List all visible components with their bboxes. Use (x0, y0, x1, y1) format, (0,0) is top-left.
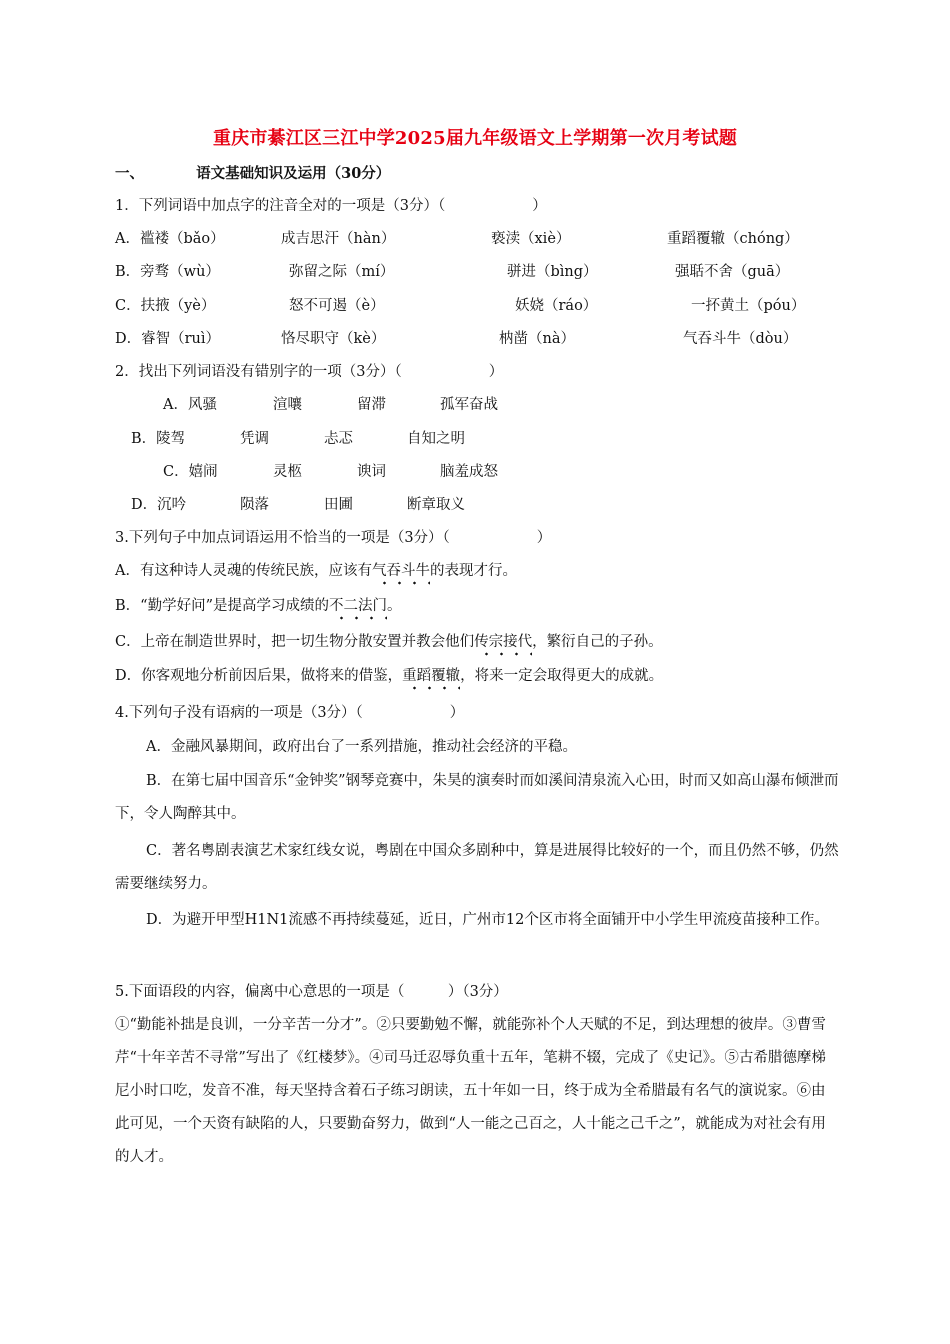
q2-b-1: B．陵驾 (131, 431, 186, 447)
q3-c-text: C．上帝在制造世界时，把一切生物分散安置并教会他们 (115, 634, 475, 650)
q1-d-1: D．睿智（ruì） (115, 331, 221, 347)
q1-b-1: B．旁骛（wù） (115, 264, 220, 280)
q3-a-text: A．有这种诗人灵魂的传统民族，应该有 (115, 563, 372, 579)
q2-b-2: 凭调 (240, 431, 269, 447)
q1-a-1: A．褴褛（bǎo） (115, 231, 225, 247)
q5-stem: 5.下面语段的内容，偏离中心意思的一项是（ ）（3分） (115, 984, 508, 1000)
q2-a-4: 孤军奋战 (440, 397, 498, 413)
section-heading (115, 164, 390, 184)
q4-option-d: D．为避开甲型H1N1流感不再持续蔓延，近日，广州市12个区市将全面铺开中小学生甲流疫苗接种工作。 (146, 912, 829, 928)
q1-a-4: 重蹈覆辙（chóng） (667, 231, 799, 247)
q1-a-2: 成吉思汗（hàn） (281, 231, 396, 247)
q1-a-3: 亵渎（xiè） (491, 231, 571, 247)
q2-d-4: 断章取义 (407, 497, 465, 513)
q3-a-dotted: 气吞斗牛 (372, 561, 430, 585)
q3-b-dotted: 不二法门 (329, 596, 387, 620)
q1-c-2: 怒不可遏（è） (289, 298, 385, 314)
q1-c-1: C．扶掖（yè） (115, 298, 216, 314)
q3-option-b (115, 596, 401, 620)
section-number: 一、 (115, 165, 144, 182)
q4-option-b: B．在第七届中国音乐“金钟奖”钢琴竞赛中，朱昊的演奏时而如溪间清泉流入心田，时而又如高山瀑布倾泄而下，令人陶醉其中。 (115, 773, 839, 822)
q2-c-2: 灵柩 (273, 464, 302, 480)
q1-c-3: 妖娆（ráo） (515, 298, 598, 314)
q4-option-a: A．金融风暴期间，政府出台了一系列措施，推动社会经济的平稳。 (146, 739, 577, 755)
q4-stem: 4.下列句子没有语病的一项是（3分）（ ） (115, 705, 465, 721)
q3-b-text-end: 。 (386, 598, 402, 614)
q5-passage: ①“勤能补拙是良训，一分辛苦一分才”。②只要勤勉不懈，就能弥补个人天赋的不足，到达理想的彼岸。③曹雪芹“十年辛苦不寻常”写出了《红楼梦》。④司马迁忍辱负重十五年，笔耕不辍，完成了《史记》。⑤古希腊德摩梯尼小时口吃，发音不准，每天坚持含着石子练习朗读，五十年如一日，终于成为全希腊最有名气的演说家。⑥由此可见，一个天资有缺陷的人，只要勤奋努力，做到“人一能之己百之，人十能之己千之”，就能成为对社会有用的人才。 (115, 1017, 826, 1165)
q3-option-d (115, 666, 663, 690)
q3-d-text-end: ，将来一定会取得更大的成就。 (460, 668, 664, 684)
q4-option-c: C．著名粤剧表演艺术家红线女说，粤剧在中国众多剧种中，算是进展得比较好的一个，而且仍然不够，仍然需要继续努力。 (115, 843, 839, 892)
q1-b-3: 骈进（bìng） (507, 264, 598, 280)
q1-stem: 1．下列词语中加点字的注音全对的一项是（3分）（ ） (115, 198, 547, 214)
q2-b-4: 自知之明 (407, 431, 465, 447)
q2-a-3: 留滞 (357, 397, 386, 413)
q2-d-1: D．沉吟 (131, 497, 187, 513)
q1-d-3: 枘凿（nà） (499, 331, 575, 347)
section-title: 语文基础知识及运用（30分） (196, 165, 391, 182)
q3-b-text: B．“勤学好问”是提高学习成绩的 (115, 598, 329, 614)
q3-d-dotted: 重蹈覆辙 (402, 666, 460, 690)
q1-c-4: 一抔黄土（póu） (691, 298, 806, 314)
q2-stem: 2．找出下列词语没有错别字的一项（3分）（ ） (115, 364, 504, 380)
q2-a-1: A．风骚 (163, 397, 217, 413)
q3-a-text-end: 的表现才行。 (429, 563, 517, 579)
q3-c-text-end: ，繁衍自己的子孙。 (532, 634, 663, 650)
q3-d-text: D．你客观地分析前因后果，做将来的借鉴， (115, 668, 403, 684)
q3-c-dotted: 传宗接代 (474, 632, 532, 656)
q2-d-3: 田圃 (324, 497, 353, 513)
q2-b-3: 忐忑 (324, 431, 353, 447)
q1-d-2: 恪尽职守（kè） (281, 331, 386, 347)
exam-title: 重庆市綦江区三江中学2025届九年级语文上学期第一次月考试题 (212, 128, 738, 149)
q1-b-4: 强聒不舍（guā） (675, 264, 790, 280)
q2-d-2: 陨落 (240, 497, 269, 513)
q2-a-2: 渲嚷 (273, 397, 302, 413)
q1-d-4: 气吞斗牛（dòu） (683, 331, 798, 347)
q3-option-c (115, 632, 663, 656)
q3-stem: 3.下列句子中加点词语运用不恰当的一项是（3分）（ ） (115, 530, 552, 546)
q2-c-4: 脑羞成怒 (440, 464, 498, 480)
q3-option-a (115, 561, 517, 585)
q2-c-1: C．嬉闹 (163, 464, 218, 480)
q2-c-3: 谀词 (357, 464, 386, 480)
q1-b-2: 弥留之际（mí） (289, 264, 395, 280)
